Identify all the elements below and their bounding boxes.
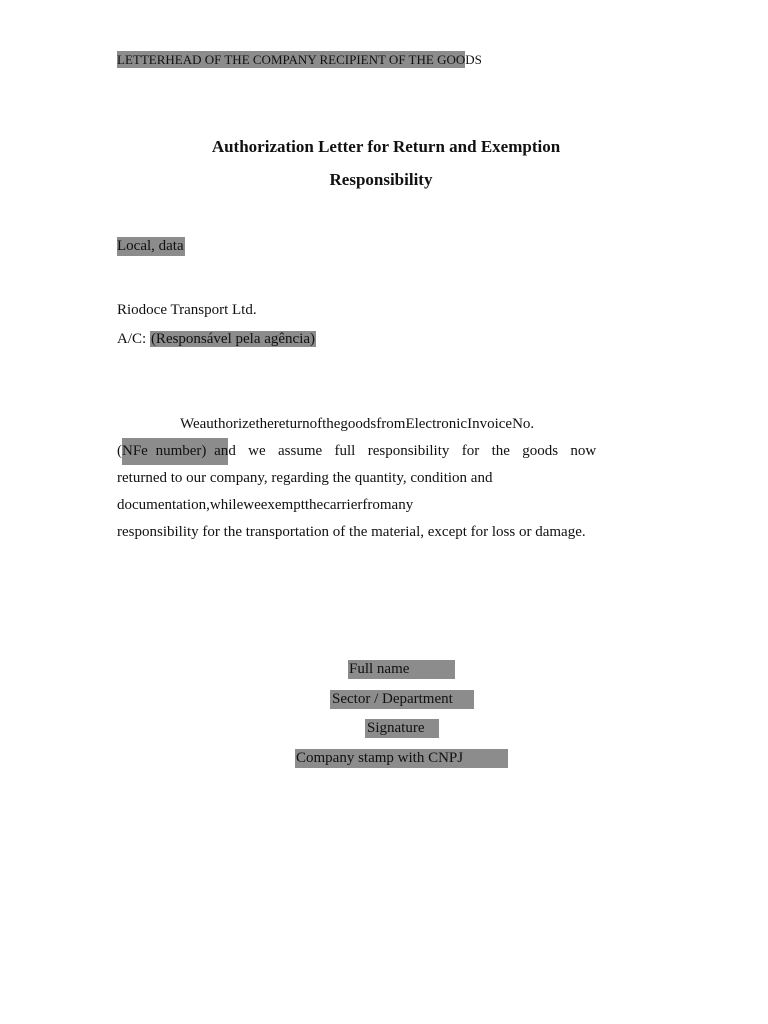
attention-placeholder: (Responsável pela agência) — [150, 331, 316, 347]
body-line-3: returned to our company, regarding the quantity, condition and — [117, 470, 493, 486]
body-word: the — [304, 497, 324, 513]
addressee-company: Riodoce Transport Ltd. — [117, 302, 257, 318]
full-name-placeholder: Full name — [348, 660, 455, 679]
body-word: now — [570, 443, 597, 459]
addressee-block — [117, 296, 316, 354]
body-word: for — [461, 443, 480, 459]
body-word: return — [273, 416, 310, 432]
body-word: Invoice — [467, 416, 513, 432]
body-word: any — [391, 497, 414, 513]
nfe-number-placeholder: NFe number) an — [122, 438, 228, 465]
addressee-attention — [117, 325, 316, 354]
body-word: the — [255, 416, 274, 432]
sector-placeholder: Sector / Department — [330, 690, 474, 709]
document-title-line2: Responsibility — [329, 170, 433, 189]
letterhead — [117, 51, 482, 68]
body-line-1 — [117, 411, 646, 438]
body-word: exempt — [260, 497, 305, 513]
body-word: we — [248, 443, 266, 459]
body-word: full — [334, 443, 356, 459]
body-word: of — [309, 416, 323, 432]
body-line-2 — [117, 438, 646, 465]
local-date-placeholder: Local, data — [117, 238, 184, 254]
body-word: authorize — [199, 416, 256, 432]
letterhead-highlight: LETTERHEAD OF THE COMPANY RECIPIENT OF THE GOO — [117, 52, 466, 67]
body-word: documentation, — [117, 497, 210, 513]
body-line-2-open: ( — [117, 443, 122, 459]
body-line-5: responsibility for the transportation of the material, except for loss or damage. — [117, 524, 586, 540]
letterhead-rest: DS — [465, 52, 482, 67]
body-line-2-rest — [228, 438, 596, 465]
body-word: carrier — [323, 497, 363, 513]
body-word: We — [180, 416, 200, 432]
body-word: d — [228, 443, 236, 459]
body-word: from — [362, 497, 392, 513]
body-word: Electronic — [405, 416, 468, 432]
signature-placeholder: Signature — [365, 719, 439, 738]
attention-label: A/C: — [117, 331, 150, 347]
body-word: we — [243, 497, 261, 513]
document-title-line1: Authorization Letter for Return and Exemption — [211, 137, 561, 156]
body-word: No. — [512, 416, 535, 432]
body-word: from — [376, 416, 406, 432]
company-stamp-placeholder: Company stamp with CNPJ — [295, 749, 508, 768]
body-word: goods — [340, 416, 377, 432]
letter-body — [117, 411, 646, 546]
body-word: responsibility — [367, 443, 450, 459]
body-word: while — [209, 497, 244, 513]
body-line-4 — [117, 492, 517, 519]
body-word: the — [491, 443, 510, 459]
body-word: goods — [522, 443, 559, 459]
body-word: the — [322, 416, 341, 432]
body-word: assume — [278, 443, 323, 459]
